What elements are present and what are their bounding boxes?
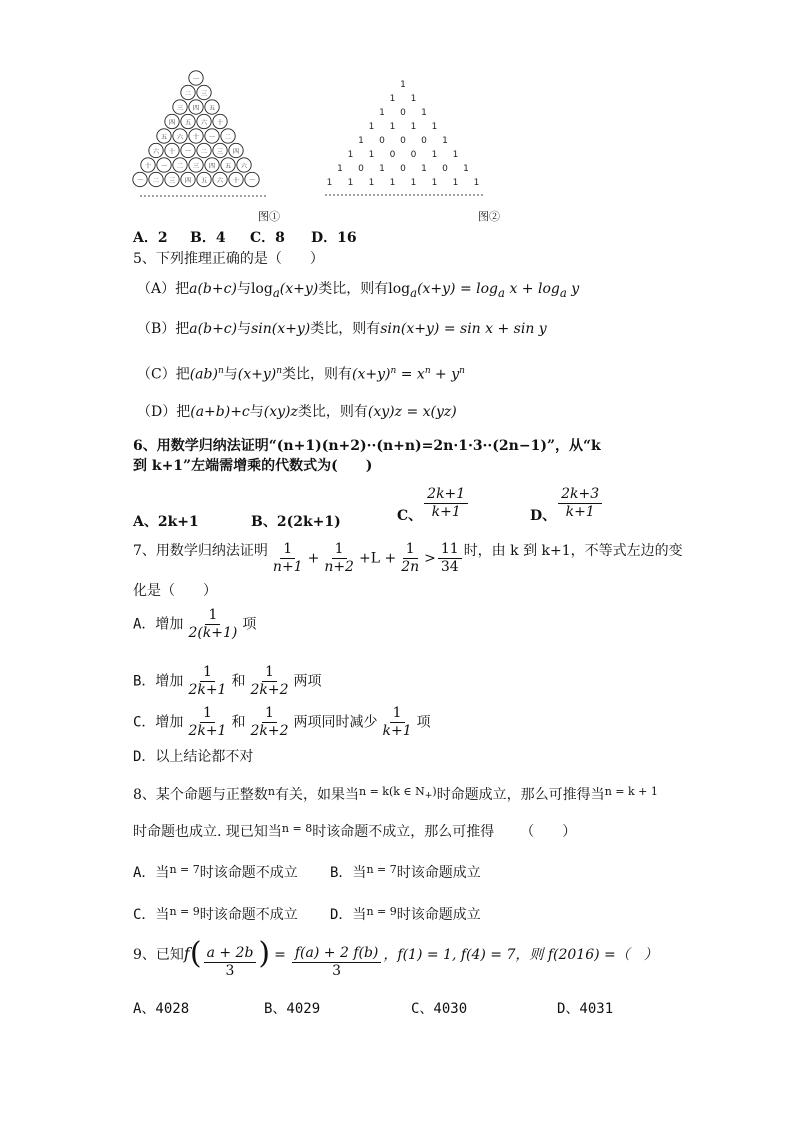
digit-cell: 1 (410, 178, 417, 188)
digit-cell: 0 (442, 164, 448, 174)
numeral-glyph: 一 (208, 134, 216, 141)
q5-option-b: （B）把a(b+c)与sin(x+y)类比，则有sin(x+y) = sin x + sin y (137, 321, 547, 337)
q7-option-a: A．增加 $\frac{1}{2(k+1)}$ 项 (133, 607, 257, 641)
digit-cell: 1 (389, 122, 396, 132)
digit-cell: 1 (368, 178, 375, 188)
numeral-glyph: 一 (192, 76, 200, 83)
q6-option-b: B、2(2k+1) (251, 514, 341, 530)
digit-cell: 1 (347, 150, 354, 160)
q8-stem-line1: 8、某个命题与正整数$^n$有关，如果当$^{n = k(k \in N_+)}$时命题成立，那么可推得当$^{n = k + 1}$ (133, 785, 658, 803)
numeral-glyph: 四 (208, 163, 216, 170)
q4-option-d: D．16 (311, 230, 357, 246)
digit-cell: 0 (421, 136, 427, 146)
numeral-glyph: 二 (224, 134, 232, 141)
q7-option-c: C．增加 $\frac{1}{2k+1}$ 和 $\frac{1}{2k+2}$ 两项同时减少 $\frac{1}{k+1}$ 项 (133, 705, 431, 739)
q5-option-a: （A）把a(b+c)与$\log_a(x+y)$类比，则有$\log_a(x+y) = \log_a x + \log_a y$ (137, 281, 580, 300)
q8-stem-line2: 时命题也成立. 现已知当$^{n = 8}$时该命题不成立，那么可推得 （ ） (133, 822, 577, 840)
digit-cell: 1 (431, 178, 438, 188)
digit-cell: 1 (368, 122, 375, 132)
digit-cell: 1 (358, 136, 364, 146)
digit-cell: 1 (368, 150, 375, 160)
numeral-glyph: 二 (152, 177, 160, 185)
digit-cell: 1 (410, 122, 417, 132)
digit-cell: 1 (389, 178, 396, 188)
numeral-glyph: 一 (136, 177, 144, 185)
q6-stem-line1: 6、用数学归纳法证明“(n+1)(n+2)··(n+n)=2n·1·3··(2n−1)”，从“k (133, 438, 601, 454)
numeral-glyph: 三 (176, 105, 184, 112)
numeral-glyph: 三 (200, 90, 208, 98)
digit-cell: 0 (400, 108, 406, 118)
q5-option-c: （C）把(ab)$^n$与$(x+y)^n$类比，则有$(x+y)^n = x^n + y^n$ (137, 366, 465, 383)
numeral-glyph: 四 (168, 119, 176, 127)
q8-option-a: A．当$^{n = 7}$时该命题不成立 (133, 863, 298, 881)
q9-option-b: B、4029 (264, 1001, 321, 1017)
q4-option-c: C．8 (250, 230, 285, 246)
q6-option-c: C、 $\frac{2k+1}{k+1}$ (397, 486, 470, 521)
numeral-glyph: 十 (144, 163, 152, 170)
numeral-glyph: 四 (184, 177, 192, 185)
q4-option-a: A．2 (133, 230, 168, 246)
q6-option-a: A、2k+1 (133, 514, 199, 530)
numeral-glyph: 五 (208, 105, 216, 112)
figure-2-caption: 图② (478, 210, 500, 223)
numeral-glyph: 三 (192, 163, 200, 170)
figure-2-digit-triangle (320, 75, 490, 200)
digit-cell: 1 (442, 136, 448, 146)
digit-cell: 1 (389, 94, 396, 104)
q8-option-b: B．当$^{n = 7}$时该命题成立 (330, 863, 481, 881)
q6-option-d: D、 $\frac{2k+3}{k+1}$ (530, 486, 604, 521)
numeral-glyph: 五 (200, 177, 208, 185)
figure-1-caption: 图① (258, 210, 280, 223)
numeral-glyph: 六 (240, 163, 248, 170)
numeral-glyph: 五 (160, 134, 168, 141)
numeral-glyph: 十 (192, 134, 200, 141)
q7-option-d: D．以上结论都不对 (133, 749, 254, 765)
numeral-glyph: 四 (232, 148, 240, 156)
q7-option-b: B．增加 $\frac{1}{2k+1}$ 和 $\frac{1}{2k+2}$ 两项 (133, 664, 322, 698)
numeral-glyph: 五 (184, 119, 192, 127)
numeral-glyph: 六 (200, 119, 208, 127)
q8-option-d: D．当$^{n = 9}$时该命题成立 (330, 905, 481, 923)
digit-cell: 0 (389, 150, 396, 160)
digit-cell: 0 (400, 164, 406, 174)
digit-cell: 1 (452, 178, 459, 188)
numeral-glyph: 十 (168, 148, 176, 156)
q8-option-c: C．当$^{n = 9}$时该命题不成立 (133, 905, 298, 923)
digit-cell: 1 (400, 80, 406, 90)
numeral-glyph: 三 (216, 148, 224, 156)
numeral-glyph: 六 (176, 134, 184, 141)
digit-cell: 1 (452, 150, 459, 160)
numeral-glyph: 十 (216, 119, 224, 127)
numeral-glyph: 一 (160, 163, 168, 170)
digit-cell: 1 (379, 108, 385, 118)
digit-cell: 0 (358, 164, 364, 174)
numeral-glyph: 三 (168, 177, 176, 185)
numeral-glyph: 四 (192, 105, 200, 112)
q7-stem-line2: 化是（ ） (133, 583, 217, 599)
numeral-glyph: 二 (176, 163, 184, 170)
digit-cell: 1 (473, 178, 480, 188)
digit-cell: 0 (410, 150, 417, 160)
q9-stem: 9、已知f( $\frac{a + 2b}{3}$ ) = $\frac{f(a) + 2 f(b)}{3}$ ，f(1) = 1, f(4) = 7，则 f(2016) =（ ） (133, 935, 658, 979)
digit-cell: 1 (421, 108, 427, 118)
figure-1-circle-triangle (130, 68, 270, 203)
q9-option-c: C、4030 (411, 1001, 468, 1017)
digit-cell: 1 (337, 164, 343, 174)
q9-option-d: D、4031 (557, 1001, 614, 1017)
q6-stem-line2: 到 k+1”左端需增乘的代数式为( ) (133, 458, 373, 474)
digit-cell: 1 (379, 164, 385, 174)
numeral-glyph: 五 (224, 163, 232, 170)
digit-cell: 1 (326, 178, 333, 188)
numeral-glyph: 二 (200, 148, 208, 156)
digit-cell: 1 (463, 164, 469, 174)
q7-stem: 7、用数学归纳法证明 $\frac{1}{n+1}$ + $\frac{1}{n+2}$ +L + $\frac{1}{2n}$ > $\frac{11}{34}$ 时，由 k 到 k+1，不等式左边的变 (133, 541, 683, 575)
q5-stem: 5、下列推理正确的是（ ） (133, 251, 324, 267)
digit-cell: 0 (400, 136, 406, 146)
digit-cell: 1 (410, 94, 417, 104)
q5-option-d: （D）把(a+b)+c与(xy)z类比，则有(xy)z = x(yz) (137, 404, 457, 420)
q4-option-b: B．4 (190, 230, 226, 246)
numeral-glyph: 十 (232, 177, 240, 185)
numeral-glyph: 二 (184, 90, 192, 98)
digit-cell: 0 (379, 136, 385, 146)
numeral-glyph: 六 (216, 177, 224, 185)
digit-cell: 1 (347, 178, 354, 188)
q9-option-a: A、4028 (133, 1001, 190, 1017)
digit-cell: 1 (421, 164, 427, 174)
numeral-glyph: 六 (152, 148, 160, 156)
digit-cell: 1 (431, 150, 438, 160)
numeral-glyph: 一 (184, 148, 192, 156)
numeral-glyph: 一 (248, 177, 256, 185)
digit-cell: 1 (431, 122, 438, 132)
